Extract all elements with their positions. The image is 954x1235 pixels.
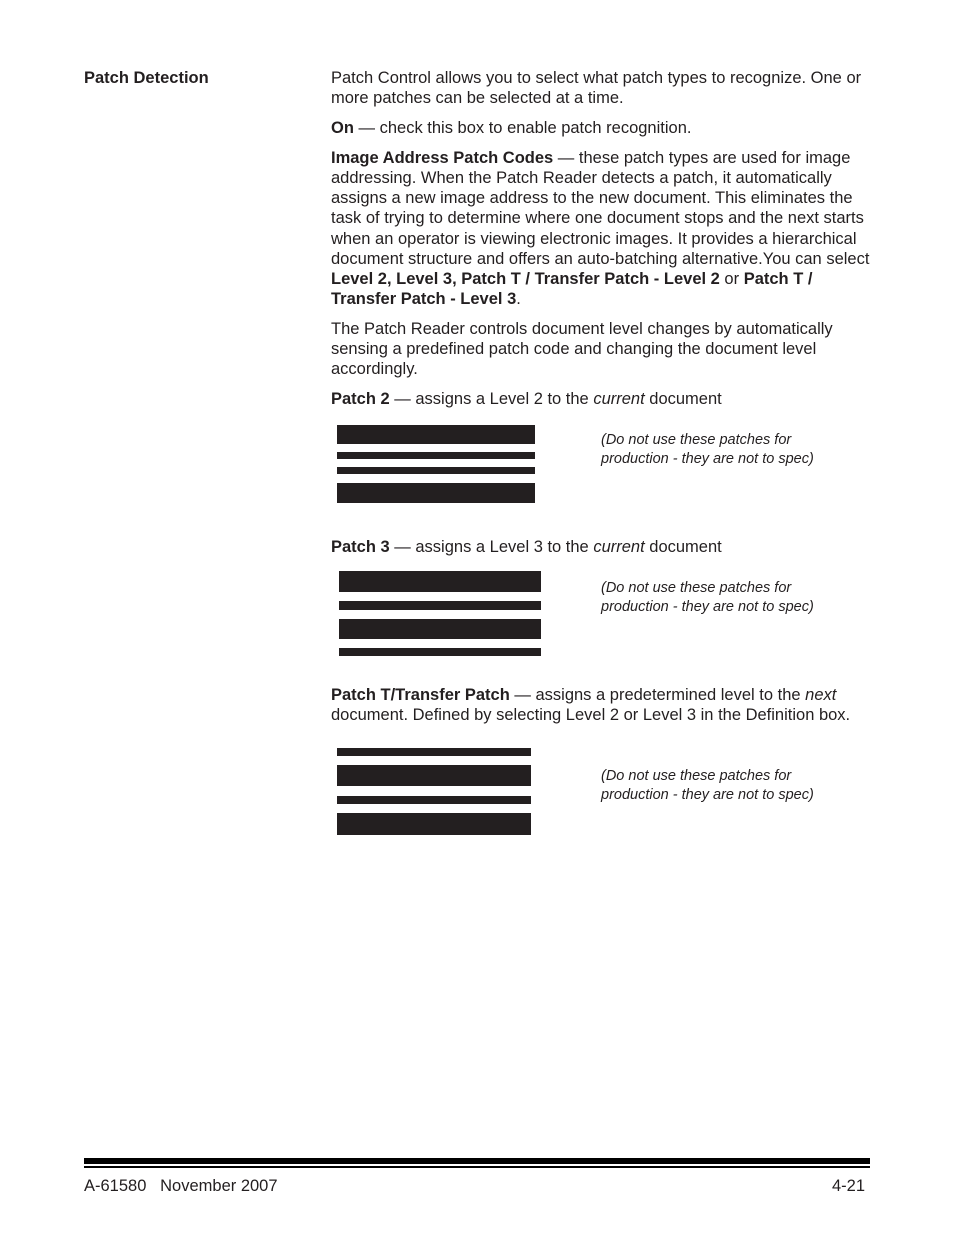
image-address-option-2: Patch T / Transfer Patch - Level 3: [331, 270, 813, 309]
footer-divider: [84, 1158, 870, 1164]
footer-doc-id: A-61580 November 2007: [84, 1177, 278, 1195]
on-term: On: [331, 119, 354, 137]
section-heading: Patch Detection: [84, 69, 209, 87]
patch3-desc-after: document: [644, 538, 722, 557]
patch3-desc-before: — assigns a Level 3 to the: [389, 538, 594, 557]
patch2-desc-after: document: [644, 390, 722, 409]
patchT-bar: [337, 796, 531, 804]
patchT-emphasis: next: [805, 685, 837, 704]
image-address-end: .: [516, 290, 521, 309]
patchT-paragraph: [331, 685, 871, 725]
patchT-bar: [337, 813, 531, 835]
patchT-bar: [337, 765, 531, 786]
on-paragraph: [331, 118, 871, 138]
patchT-desc-before: — assigns a predetermined level to the: [509, 685, 806, 704]
patch-reader-paragraph: The Patch Reader controls document level changes by automatically sensing a predefined patch code and changing the document level accordingly.: [331, 320, 833, 379]
patch2-barcode-image: [337, 425, 535, 505]
patch2-note: (Do not use these patches for production - they are not to spec): [601, 432, 814, 468]
image-address-option-1: Level 2, Level 3, Patch T / Transfer Patch - Level 2: [331, 270, 720, 289]
image-address-paragraph: [331, 148, 871, 310]
on-description: — check this box to enable patch recognition.: [353, 119, 692, 137]
image-address-description: — these patch types are used for image addressing. When the Patch Reader detects a patch, it automatically assigns a new image address to the new document. This eliminates the task of trying to determine where one document stops and the next starts when an operator is viewing electronic images. It provides a hierarchical document structure and offers an auto-batching alternative.You can select: [331, 148, 870, 268]
patch2-bar: [337, 483, 535, 503]
patch3-block: [331, 567, 871, 685]
patch3-barcode-image: [339, 571, 541, 657]
section-content: [331, 68, 871, 835]
patch3-bar: [339, 648, 541, 656]
patchT-note: (Do not use these patches for production - they are not to spec): [601, 767, 814, 803]
patch2-bar: [337, 425, 535, 444]
image-address-or: or: [719, 270, 744, 289]
patch3-bar: [339, 619, 541, 639]
patchT-barcode-image: [337, 748, 531, 836]
patch2-term: Patch 2: [331, 390, 390, 409]
patch2-desc-before: — assigns a Level 2 to the: [389, 390, 594, 409]
patch3-bar: [339, 571, 541, 592]
patch3-term: Patch 3: [331, 538, 390, 557]
patch3-paragraph: [331, 537, 871, 557]
patch3-bar: [339, 601, 541, 610]
patch2-paragraph: [331, 389, 871, 409]
patch2-emphasis: current: [593, 390, 645, 409]
image-address-term: Image Address Patch Codes: [331, 148, 554, 167]
patch3-note: (Do not use these patches for production - they are not to spec): [601, 579, 814, 615]
patchT-bar: [337, 748, 531, 756]
patchT-term: Patch T/Transfer Patch: [331, 685, 510, 704]
patch2-block: [331, 419, 871, 537]
patchT-block: [331, 735, 871, 835]
intro-paragraph: Patch Control allows you to select what patch types to recognize. One or more patches can be selected at a time.: [331, 69, 862, 108]
footer-page-number: 4-21: [831, 1177, 865, 1195]
patch2-bar: [337, 467, 535, 474]
patch2-bar: [337, 452, 535, 459]
patch3-emphasis: current: [593, 538, 645, 557]
footer-divider-thin: [84, 1166, 870, 1168]
patchT-desc-after: document. Defined by selecting Level 2 or Level 3 in the Definition box.: [331, 706, 851, 725]
